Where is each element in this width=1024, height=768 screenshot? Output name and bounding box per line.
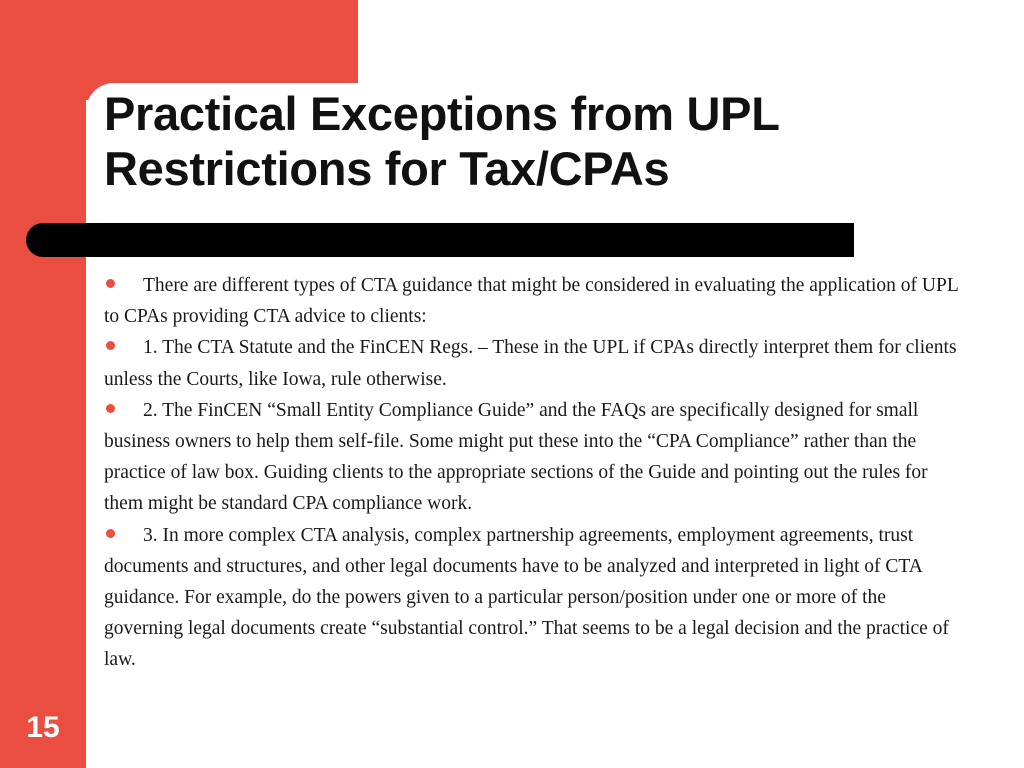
bullet-dot-icon (106, 279, 115, 288)
bullet-text-3: 2. The FinCEN “Small Entity Compliance Guide” and the FAQs are specifically designed for small business owners to help them self-file. Some might put these into the “CPA Compliance” rather than the practice of law box. Guiding clients to the appropriate sections of the Guide and pointing out the rules for them might be standard CPA compliance work. (104, 399, 928, 515)
bullet-text-4: 3. In more complex CTA analysis, complex partnership agreements, employment agreements, trust documents and structures, and other legal documents have to be analyzed and interpreted in light of CTA guidance. For example, do the powers given to a particular person/position under one or more of the governing legal documents create “substantial control.” That seems to be a legal decision and the practice of law. (104, 524, 949, 671)
slide-title-line-2: Restrictions for Tax/CPAs (104, 142, 670, 195)
title-divider-bar (26, 223, 854, 257)
bullet-text-1: There are different types of CTA guidance that might be considered in evaluating the application of UPL to CPAs providing CTA advice to clients: (104, 275, 959, 328)
accent-side-bar (0, 0, 86, 768)
bullet-dot-icon (106, 341, 115, 350)
slide-body (104, 270, 964, 676)
bullet-dot-icon (106, 404, 115, 413)
bullet-item-3 (104, 395, 964, 520)
slide-title-line-1: Practical Exceptions from UPL (104, 87, 780, 140)
bullet-item-4 (104, 520, 964, 676)
bullet-item-1 (104, 270, 964, 332)
bullet-dot-icon (106, 529, 115, 538)
slide-number: 15 (26, 711, 60, 744)
slide-title (104, 86, 984, 196)
bullet-item-2 (104, 332, 964, 394)
bullet-text-2: 1. The CTA Statute and the FinCEN Regs. – These in the UPL if CPAs directly interpret them for clients unless the Courts, like Iowa, rule otherwise. (104, 337, 957, 390)
